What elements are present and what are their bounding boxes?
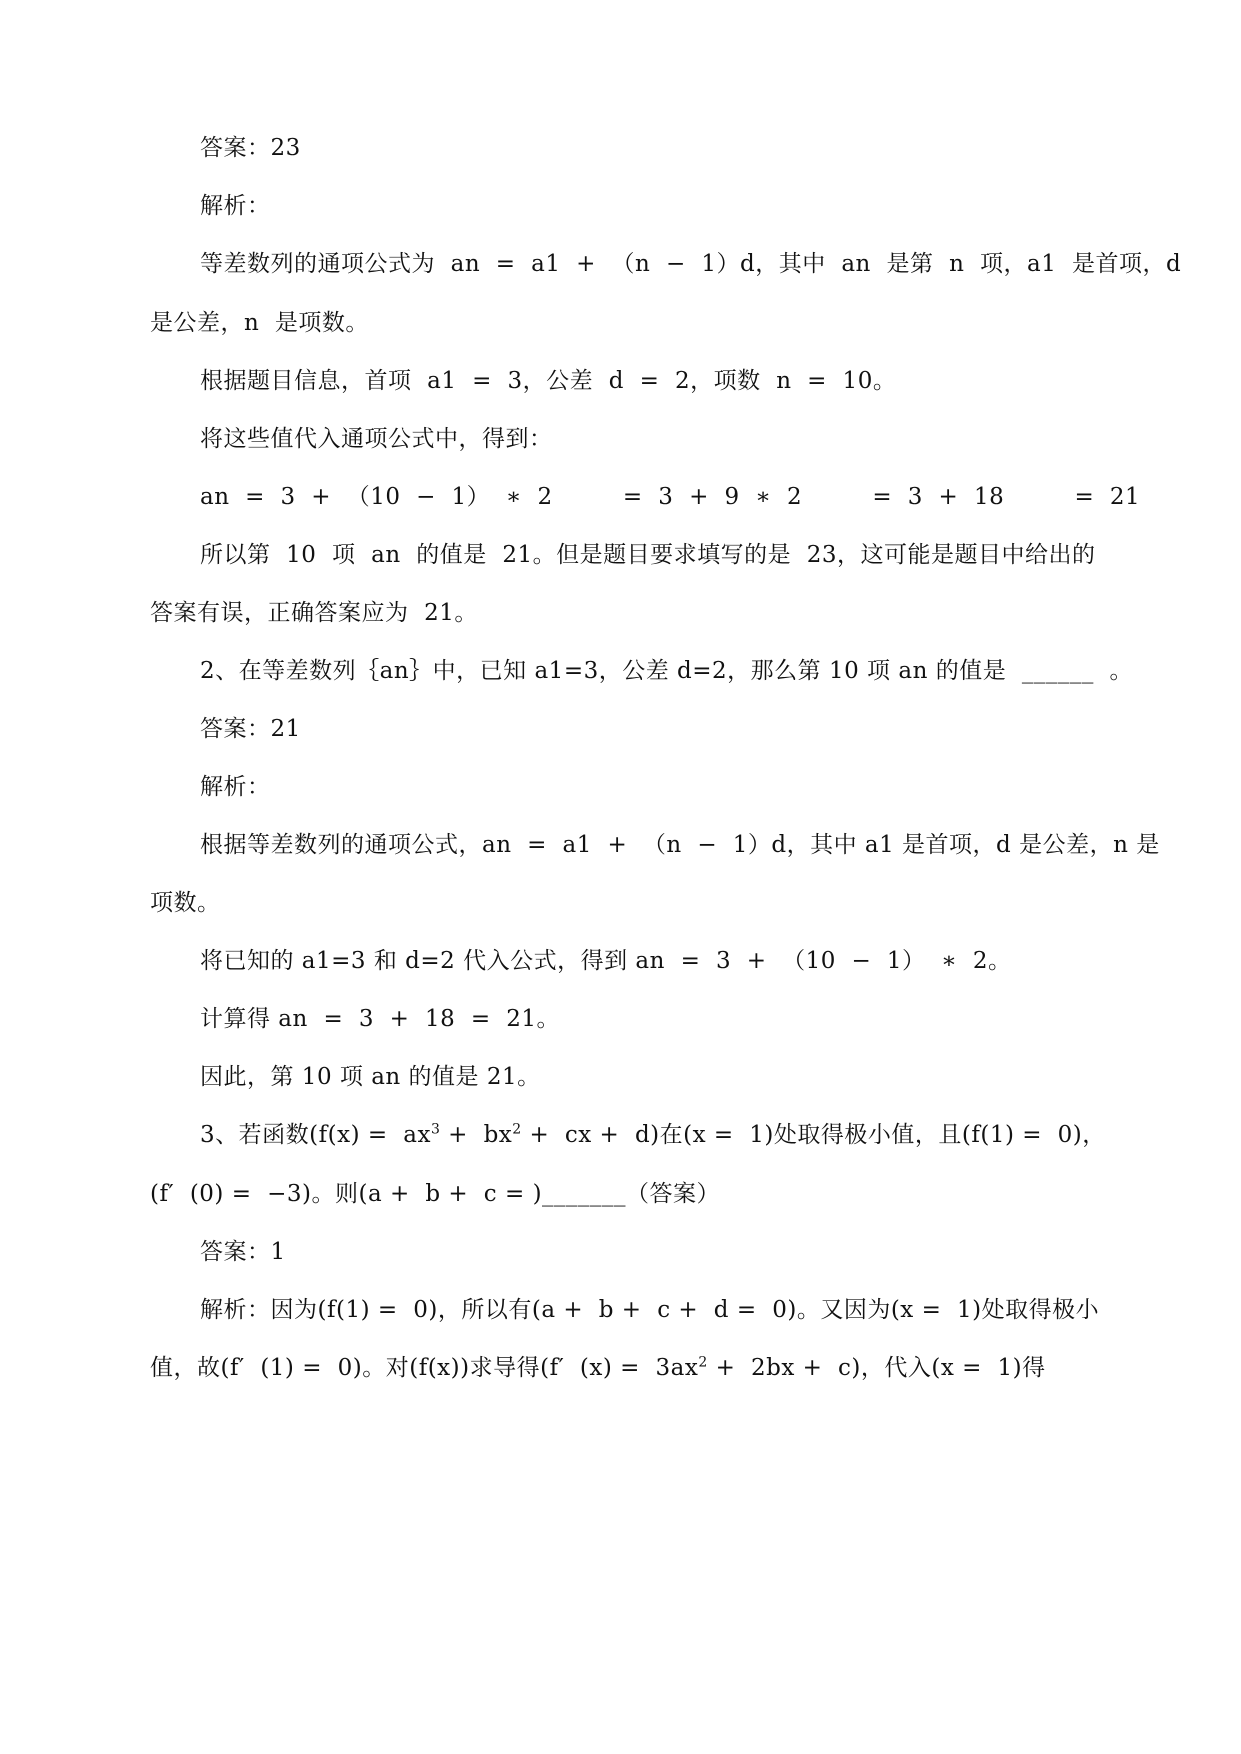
answer-2-label: 答案：21 — [200, 716, 301, 742]
analysis-1-heading: 解析： — [200, 193, 271, 219]
question-3-text-a: 3、若函数(f(x) = ax — [200, 1122, 431, 1148]
analysis-2-paragraph-1-line-1: 根据等差数列的通项公式，an = a1 + （n − 1）d，其中 a1 是首项，d 是公差，n 是 — [200, 832, 1160, 858]
question-3-text-c: + cx + d)在(x = 1)处取得极小值，且(f(1) = 0)， — [521, 1122, 1106, 1148]
analysis-1-conclusion-line-1: 所以第 10 项 an 的值是 21。但是题目要求填写的是 23，这可能是题目中给出的 — [200, 542, 1096, 568]
analysis-1-paragraph-1-line-1: 等差数列的通项公式为 an = a1 + （n − 1）d，其中 an 是第 n 项，a1 是首项，d — [200, 251, 1182, 277]
analysis-3-text-a: 值，故(f′ (1) = 0)。对(f(x))求导得(f′ (x) = 3ax — [150, 1355, 699, 1381]
analysis-1-paragraph-3: 将这些值代入通项公式中，得到： — [200, 426, 553, 452]
question-3-exponent-square: 2 — [512, 1121, 522, 1138]
analysis-2-heading: 解析： — [200, 774, 271, 800]
analysis-2-paragraph-3: 计算得 an = 3 + 18 = 21。 — [200, 1006, 561, 1032]
question-3-line-1 — [200, 1120, 1106, 1150]
question-3-line-2: (f′ (0) = −3)。则(a + b + c = )_______（答案） — [150, 1181, 721, 1207]
analysis-3-line-2 — [150, 1353, 1046, 1383]
answer-3-label: 答案：1 — [200, 1239, 286, 1265]
analysis-3-line-1: 解析：因为(f(1) = 0)，所以有(a + b + c + d = 0)。又因为(x = 1)处取得极小 — [200, 1297, 1100, 1323]
analysis-2-paragraph-4: 因此，第 10 项 an 的值是 21。 — [200, 1064, 541, 1090]
answer-1-label: 答案：23 — [200, 135, 301, 161]
question-3-text-b: + bx — [440, 1122, 513, 1148]
analysis-1-paragraph-1-line-2: 是公差，n 是项数。 — [150, 310, 369, 336]
analysis-2-paragraph-1-line-2: 项数。 — [150, 890, 221, 916]
analysis-3-exponent-square: 2 — [698, 1354, 708, 1371]
analysis-1-paragraph-2: 根据题目信息，首项 a1 = 3，公差 d = 2，项数 n = 10。 — [200, 368, 897, 394]
analysis-1-calculation: an = 3 + （10 − 1） ∗ 2 = 3 + 9 ∗ 2 = 3 + 18 = 21 — [200, 484, 1141, 510]
analysis-1-conclusion-line-2: 答案有误，正确答案应为 21。 — [150, 600, 478, 626]
analysis-3-text-b: + 2bx + c)，代入(x = 1)得 — [707, 1355, 1046, 1381]
question-2: 2、在等差数列｛an｝中，已知 a1=3，公差 d=2，那么第 10 项 an 的值是 ______ 。 — [200, 658, 1133, 684]
question-3-exponent-cube: 3 — [430, 1121, 441, 1138]
analysis-2-paragraph-2: 将已知的 a1=3 和 d=2 代入公式，得到 an = 3 + （10 − 1） ∗ 2。 — [200, 948, 1012, 974]
